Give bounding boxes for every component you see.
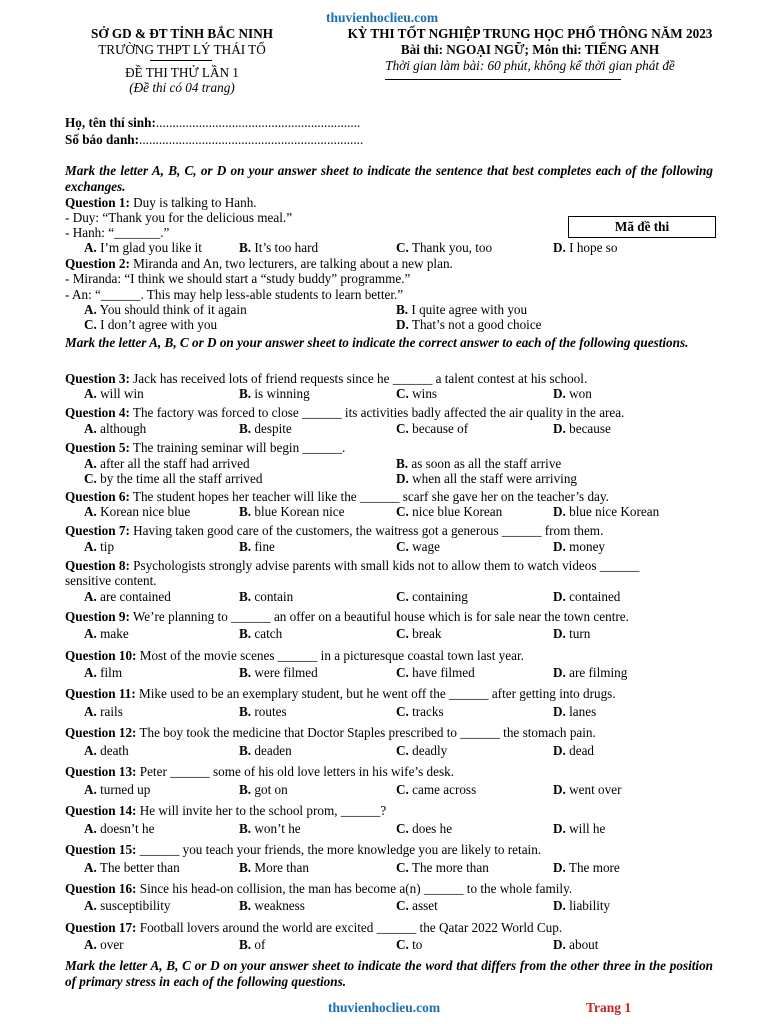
question-text: Duy is talking to Hanh. xyxy=(129,195,257,210)
q17-option-c[interactable]: C. to xyxy=(396,937,423,952)
q13-option-a[interactable]: A. turned up xyxy=(84,782,151,797)
q15-option-c[interactable]: C. The more than xyxy=(396,860,489,875)
q2-option-c[interactable]: C. I don’t agree with you xyxy=(84,317,218,332)
q13-option-c[interactable]: C. came across xyxy=(396,782,477,797)
q16-option-b[interactable]: B. weakness xyxy=(239,898,305,913)
q11-option-d[interactable]: D. lanes xyxy=(553,704,597,719)
department-name: SỞ GD & ĐT TỈNH BẮC NINH xyxy=(91,26,273,41)
q15-option-d[interactable]: D. The more xyxy=(553,860,620,875)
candidate-id-dots[interactable]: .................................................................... xyxy=(139,132,364,147)
q7-option-c[interactable]: C. wage xyxy=(396,539,440,554)
question-17: Question 17: Football lovers around the world are excited ______ the Qatar 2022 World Cup. xyxy=(65,920,563,935)
q3-option-d[interactable]: D. won xyxy=(553,386,592,401)
question-2 xyxy=(65,256,715,271)
q2-option-d[interactable]: D. That’s not a good choice xyxy=(396,317,542,332)
q9-option-b[interactable]: B. catch xyxy=(239,626,283,641)
q11-option-c[interactable]: C. tracks xyxy=(396,704,444,719)
q4-option-a[interactable]: A. although xyxy=(84,421,147,436)
q4-option-d[interactable]: D. because xyxy=(553,421,611,436)
q10-option-c[interactable]: C. have filmed xyxy=(396,665,475,680)
exam-attempt: ĐỀ THI THỬ LẦN 1 xyxy=(125,65,239,80)
header-left-rule xyxy=(150,60,212,61)
question-number: Question 2: xyxy=(65,256,130,271)
page-number: Trang 1 xyxy=(586,1000,632,1015)
q8-option-b[interactable]: B. contain xyxy=(239,589,294,604)
q9-option-a[interactable]: A. make xyxy=(84,626,129,641)
question-2-line3: - An: “______. This may help less-able students to learn better.” xyxy=(65,287,404,302)
q10-option-d[interactable]: D. are filming xyxy=(553,665,628,680)
q1-option-d[interactable]: D. I hope so xyxy=(553,240,618,255)
question-16: Question 16: Since his head-on collision, the man has become a(n) ______ to the whole family. xyxy=(65,881,573,896)
site-link-top[interactable]: thuvienhoclieu.com xyxy=(326,10,439,25)
q6-option-a[interactable]: A. Korean nice blue xyxy=(84,504,191,519)
q17-option-d[interactable]: D. about xyxy=(553,937,599,952)
q14-option-a[interactable]: A. doesn’t he xyxy=(84,821,155,836)
q4-option-b[interactable]: B. despite xyxy=(239,421,292,436)
q3-option-b[interactable]: B. is winning xyxy=(239,386,310,401)
question-15: Question 15: ______ you teach your friends, the more knowledge you are likely to retain. xyxy=(65,842,542,857)
q14-option-c[interactable]: C. does he xyxy=(396,821,453,836)
q2-option-b[interactable]: B. I quite agree with you xyxy=(396,302,528,317)
q6-option-b[interactable]: B. blue Korean nice xyxy=(239,504,345,519)
q5-option-d[interactable]: D. when all the staff were arriving xyxy=(396,471,578,486)
question-4: Question 4: The factory was forced to close ______ its activities badly affected the air quality in the area. xyxy=(65,405,625,420)
section-instruction-1: Mark the letter A, B, C, or D on your answer sheet to indicate the sentence that best completes each of the following exchanges. xyxy=(65,163,713,194)
q8-option-a[interactable]: A. are contained xyxy=(84,589,171,604)
candidate-name-label: Họ, tên thí sinh: xyxy=(65,115,156,130)
q3-option-c[interactable]: C. wins xyxy=(396,386,438,401)
question-8: Question 8: Psychologists strongly advise parents with small kids not to allow them to watch videos ______ xyxy=(65,558,640,573)
section-instruction-3: Mark the letter A, B, C or D on your answer sheet to indicate the word that differs from the other three in the position of primary stress in each of the following questions. xyxy=(65,958,713,989)
q6-option-c[interactable]: C. nice blue Korean xyxy=(396,504,503,519)
question-13: Question 13: Peter ______ some of his old love letters in his wife’s desk. xyxy=(65,764,454,779)
q8-option-c[interactable]: C. containing xyxy=(396,589,468,604)
q16-option-a[interactable]: A. susceptibility xyxy=(84,898,171,913)
q17-option-a[interactable]: A. over xyxy=(84,937,124,952)
q1-option-b[interactable]: B. It’s too hard xyxy=(239,240,319,255)
exam-subject: Bài thi: NGOẠI NGỮ; Môn thi: TIẾNG ANH xyxy=(400,42,660,57)
school-name: TRƯỜNG THPT LÝ THÁI TỔ xyxy=(98,42,266,57)
q12-option-c[interactable]: C. deadly xyxy=(396,743,448,758)
q9-option-d[interactable]: D. turn xyxy=(553,626,591,641)
q17-option-b[interactable]: B. of xyxy=(239,937,266,952)
question-11: Question 11: Mike used to be an exemplary student, but he went off the ______ after getting into drugs. xyxy=(65,686,616,701)
q9-option-c[interactable]: C. break xyxy=(396,626,442,641)
question-3: Question 3: Jack has received lots of friend requests since he ______ a talent contest at his school. xyxy=(65,371,588,386)
page-count-note: (Đề thi có 04 trang) xyxy=(129,80,235,95)
q12-option-a[interactable]: A. death xyxy=(84,743,129,758)
site-link-footer[interactable]: thuvienhoclieu.com xyxy=(328,1000,441,1015)
question-12: Question 12: The boy took the medicine that Doctor Staples prescribed to ______ the stomach pain. xyxy=(65,725,596,740)
question-text: Miranda and An, two lecturers, are talking about a new plan. xyxy=(129,256,453,271)
q5-option-a[interactable]: A. after all the staff had arrived xyxy=(84,456,250,471)
q7-option-d[interactable]: D. money xyxy=(553,539,606,554)
question-6: Question 6: The student hopes her teacher will like the ______ scarf she gave her on the teacher’s day. xyxy=(65,489,609,504)
q11-option-b[interactable]: B. routes xyxy=(239,704,287,719)
q1-option-a[interactable]: A. I’m glad you like it xyxy=(84,240,202,255)
candidate-id-label: Số báo danh: xyxy=(65,132,140,147)
q16-option-c[interactable]: C. asset xyxy=(396,898,438,913)
question-9: Question 9: We’re planning to ______ an offer on a beautiful house which is for sale near the town centre. xyxy=(65,609,629,624)
exam-title: KỲ THI TỐT NGHIỆP TRUNG HỌC PHỔ THÔNG NĂM 2023 xyxy=(347,26,713,41)
q5-option-b[interactable]: B. as soon as all the staff arrive xyxy=(396,456,562,471)
section-instruction-2: Mark the letter A, B, C or D on your answer sheet to indicate the correct answer to each of the following questions. xyxy=(65,335,689,350)
candidate-name-row xyxy=(65,115,360,131)
q4-option-c[interactable]: C. because of xyxy=(396,421,469,436)
question-1 xyxy=(65,195,715,210)
q14-option-b[interactable]: B. won’t he xyxy=(239,821,301,836)
question-5: Question 5: The training seminar will begin ______. xyxy=(65,440,346,455)
q16-option-d[interactable]: D. liability xyxy=(553,898,611,913)
q1-option-c[interactable]: C. Thank you, too xyxy=(396,240,493,255)
question-1-line2: - Duy: “Thank you for the delicious meal.” xyxy=(65,210,293,225)
q8-option-d[interactable]: D. contained xyxy=(553,589,621,604)
question-number: Question 1: xyxy=(65,195,130,210)
header-right-rule xyxy=(385,79,621,80)
q15-option-b[interactable]: B. More than xyxy=(239,860,309,875)
candidate-id-row xyxy=(65,132,363,148)
candidate-name-dots[interactable]: .............................................................. xyxy=(155,115,361,130)
q2-option-a[interactable]: A. You should think of it again xyxy=(84,302,247,317)
exam-duration: Thời gian làm bài: 60 phút, không kể thời gian phát đề xyxy=(385,58,675,73)
q14-option-d[interactable]: D. will he xyxy=(553,821,606,836)
q11-option-a[interactable]: A. rails xyxy=(84,704,123,719)
question-8-line2: sensitive content. xyxy=(65,573,157,588)
q7-option-a[interactable]: A. tip xyxy=(84,539,115,554)
question-10: Question 10: Most of the movie scenes ______ in a picturesque coastal town last year. xyxy=(65,648,524,663)
q15-option-a[interactable]: A. The better than xyxy=(84,860,180,875)
question-7: Question 7: Having taken good care of the customers, the waitress got a generous ______ from them. xyxy=(65,523,604,538)
q13-option-d[interactable]: D. went over xyxy=(553,782,622,797)
q7-option-b[interactable]: B. fine xyxy=(239,539,275,554)
q12-option-d[interactable]: D. dead xyxy=(553,743,595,758)
q10-option-a[interactable]: A. film xyxy=(84,665,123,680)
q3-option-a[interactable]: A. will win xyxy=(84,386,144,401)
question-14: Question 14: He will invite her to the school prom, ______? xyxy=(65,803,387,818)
question-1-line3: - Hanh: “_______.” xyxy=(65,225,170,240)
exam-code-box: Mã đề thi xyxy=(568,216,716,238)
q13-option-b[interactable]: B. got on xyxy=(239,782,288,797)
q5-option-c[interactable]: C. by the time all the staff arrived xyxy=(84,471,263,486)
q12-option-b[interactable]: B. deaden xyxy=(239,743,292,758)
q6-option-d[interactable]: D. blue nice Korean xyxy=(553,504,660,519)
question-2-line2: - Miranda: “I think we should start a “study buddy” programme.” xyxy=(65,271,411,286)
q10-option-b[interactable]: B. were filmed xyxy=(239,665,318,680)
